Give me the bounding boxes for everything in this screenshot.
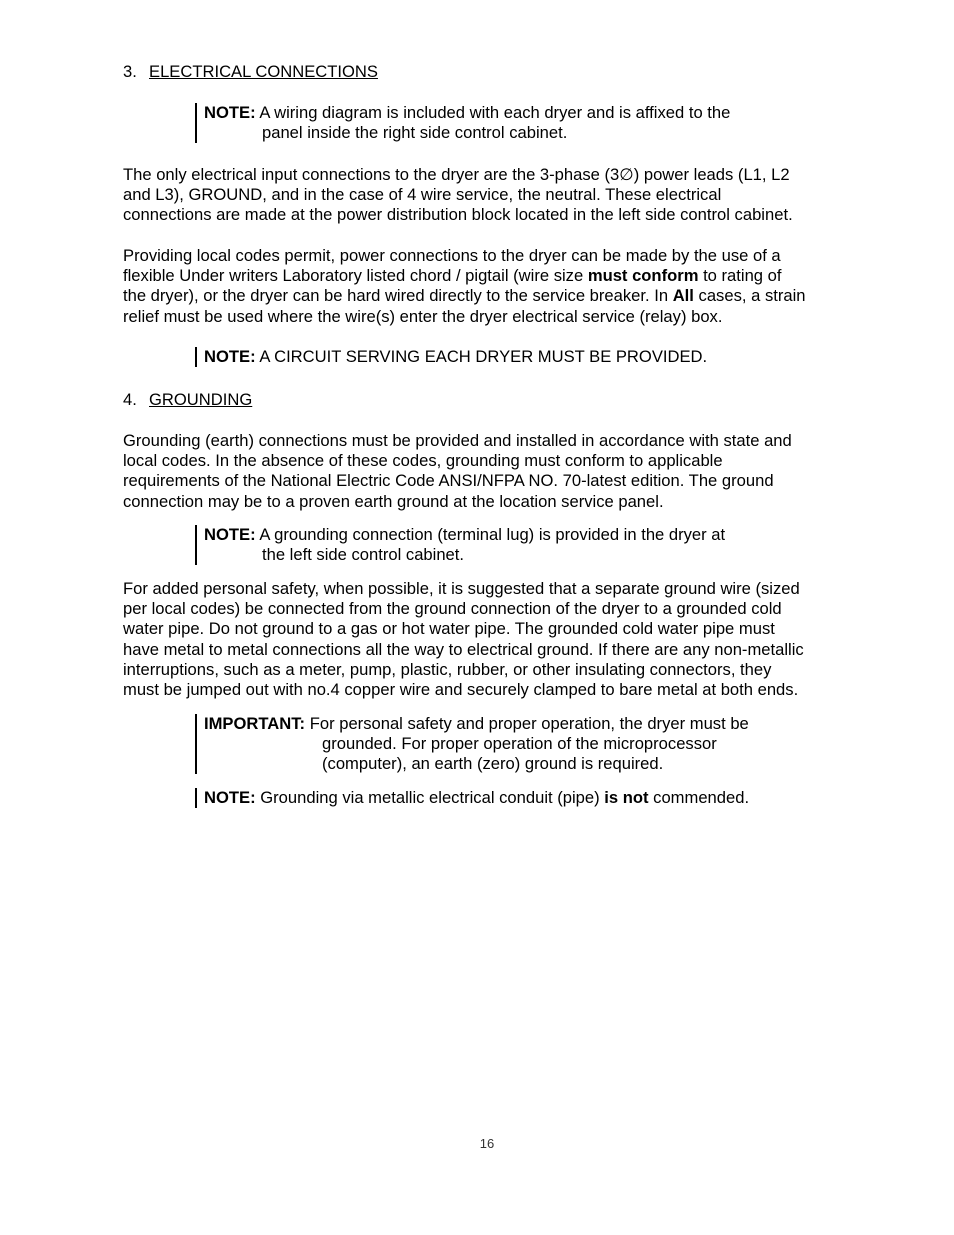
paragraph-line: per local codes) be connected from the ground connection of the dryer to a grounded cold <box>123 599 782 619</box>
paragraph-line: local codes. In the absence of these codes, grounding must conform to applicable <box>123 451 723 471</box>
important-text-continued: (computer), an earth (zero) ground is required. <box>322 754 664 773</box>
bold-text: must conform <box>587 266 699 286</box>
section-3-title: ELECTRICAL CONNECTIONS <box>149 62 378 81</box>
paragraph-line: interruptions, such as a meter, pump, plastic, rubber, or other insulating connectors, they <box>123 659 772 679</box>
section-3-number: 3. <box>123 62 137 81</box>
note-text: A CIRCUIT SERVING EACH DRYER MUST BE PROVIDED. <box>259 347 708 366</box>
paragraph-line: For added personal safety, when possible, it is suggested that a separate ground wire (sized <box>123 579 800 598</box>
text-run: cases, a strain <box>693 286 806 306</box>
paragraph-personal-safety <box>123 579 853 700</box>
paragraph-line: have metal to metal connections all the way to electrical ground. If there are any non-metallic <box>123 639 804 659</box>
note-text-continued: panel inside the right side control cabinet. <box>262 123 568 142</box>
section-3-heading <box>123 62 378 82</box>
paragraph-line: and L3), GROUND, and in the case of 4 wire service, the neutral. These electrical <box>123 185 722 205</box>
section-4-title: GROUNDING <box>149 390 253 409</box>
paragraph-line: Providing local codes permit, power connections to the dryer can be made by the use of a <box>123 246 781 265</box>
paragraph-line <box>123 266 853 286</box>
paragraph-line: Grounding (earth) connections must be provided and installed in accordance with state and <box>123 431 792 450</box>
note-label: NOTE: <box>204 103 256 122</box>
note-text: Grounding via metallic electrical conduit (pipe) <box>260 788 605 807</box>
paragraph-line: The only electrical input connections to the dryer are the 3-phase (3∅) power leads (L1, L2 <box>123 165 790 184</box>
important-note <box>195 714 749 774</box>
text-run: the dryer), or the dryer can be hard wired directly to the service breaker. In <box>123 286 673 306</box>
paragraph-line: connection may be to a proven earth ground at the location service panel. <box>123 491 664 511</box>
important-text: For personal safety and proper operation, the dryer must be <box>309 714 749 733</box>
note-text: A grounding connection (terminal lug) is provided in the dryer at <box>259 525 726 544</box>
note-text: A wiring diagram is included with each dryer and is affixed to the <box>259 103 731 122</box>
section-4-heading <box>123 390 252 410</box>
note-label: NOTE: <box>204 788 256 807</box>
important-label: IMPORTANT: <box>204 714 306 733</box>
bold-text: is not <box>604 788 649 807</box>
page-number: 16 <box>479 1136 495 1151</box>
paragraph-line: relief must be used where the wire(s) enter the dryer electrical service (relay) box. <box>123 306 723 326</box>
note-circuit <box>195 347 707 367</box>
note-wiring-diagram <box>195 103 730 143</box>
paragraph-line: must be jumped out with no.4 copper wire and securely clamped to bare metal at both ends. <box>123 680 799 700</box>
paragraph-electrical-input <box>123 165 853 226</box>
text-run: to rating of <box>698 266 782 286</box>
section-4-number: 4. <box>123 390 137 409</box>
note-conduit <box>195 788 749 808</box>
paragraph-line: requirements of the National Electric Code ANSI/NFPA NO. 70-latest edition. The ground <box>123 471 774 491</box>
text-run: flexible Under writers Laboratory listed chord / pigtail (wire size <box>123 266 588 286</box>
note-text-continued: the left side control cabinet. <box>262 545 465 564</box>
note-text: commended. <box>648 788 750 807</box>
paragraph-power-connections <box>123 246 853 327</box>
note-label: NOTE: <box>204 525 256 544</box>
note-label: NOTE: <box>204 347 256 366</box>
paragraph-grounding <box>123 431 853 512</box>
paragraph-line: water pipe. Do not ground to a gas or hot water pipe. The grounded cold water pipe must <box>123 619 775 639</box>
important-text-continued: grounded. For proper operation of the microprocessor <box>322 734 717 753</box>
bold-text: All <box>672 286 694 306</box>
paragraph-line: connections are made at the power distribution block located in the left side control cabinet. <box>123 205 793 225</box>
note-grounding-lug <box>195 525 725 565</box>
paragraph-line <box>123 286 853 306</box>
